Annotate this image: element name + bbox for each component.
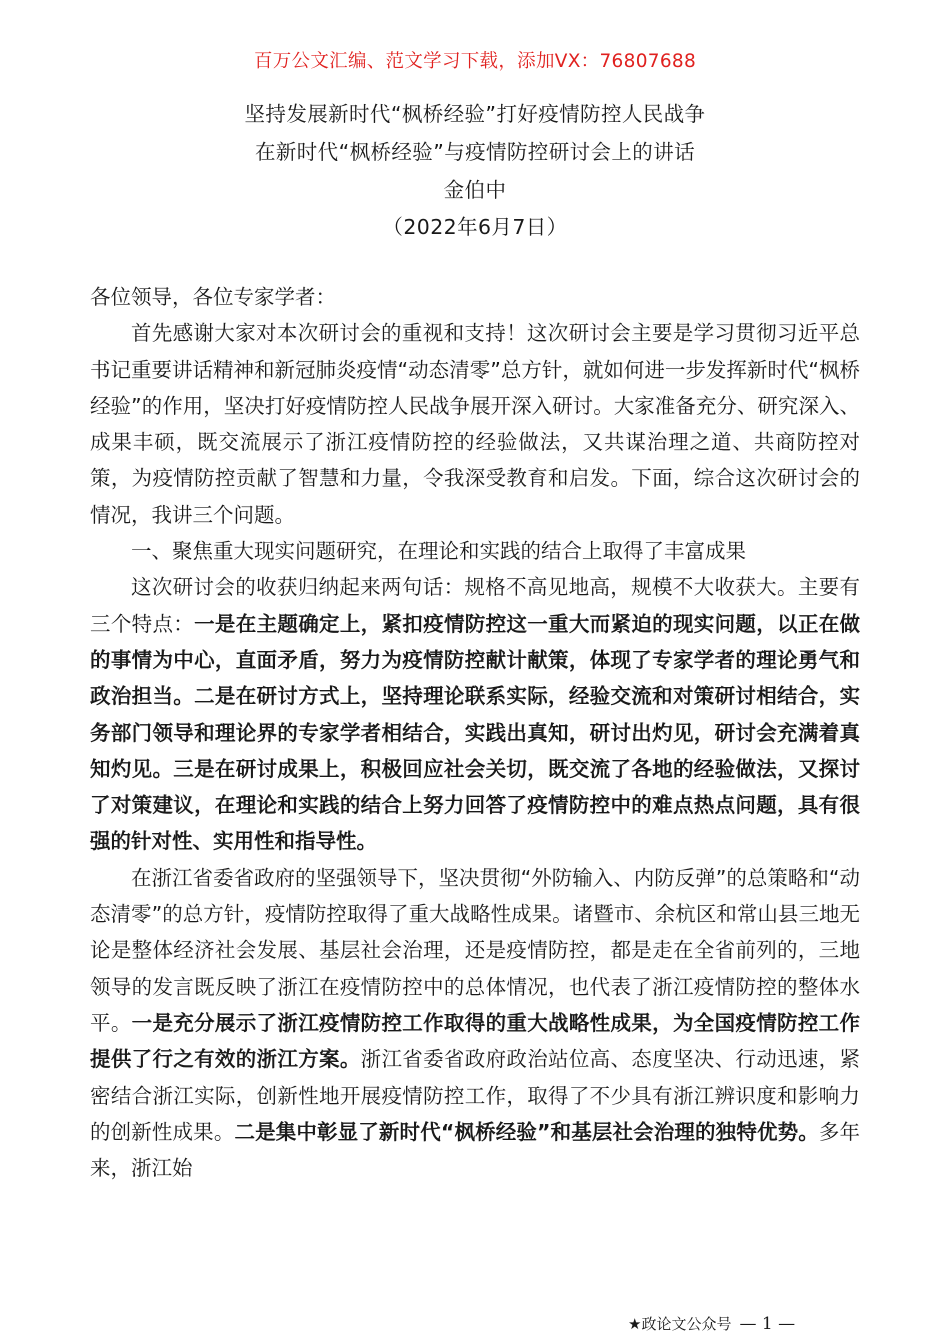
promo-banner: 百万公文汇编、范文学习下载，添加VX：76807688 <box>253 51 697 72</box>
paragraph-zhejiang-c: 浙江省委省政府政治站位高、态度坚决、行动迅速，紧密结合浙江实际，创新性地开展疫情防控工作，取得了不少具有浙江辨识度和影响力的创新性成果。 <box>90 1047 861 1144</box>
speaker-name: 金伯中 <box>443 178 507 202</box>
paragraph-zhejiang-d: 二是集中彰显了新时代“枫桥经验”和基层社会治理的独特优势。 <box>234 1119 819 1144</box>
paragraph-zhejiang <box>90 860 860 1187</box>
paragraph-zhejiang-b: 一是充分展示了浙江疫情防控工作取得的重大战略性成果，为全国疫情防控工作提供了行之有效的浙江方案。 <box>90 1010 860 1072</box>
footer-source: ★政论文公众号 <box>628 1315 732 1333</box>
paragraph-features-lead: 这次研讨会的收获归纳起来两句话：规格不高见地高，规模不大收获大。主要有三个特点： <box>90 575 860 636</box>
section-heading-1: 一、聚焦重大现实问题研究，在理论和实践的结合上取得了丰富成果 <box>131 539 746 564</box>
paragraph-features <box>90 569 860 859</box>
speech-title: 坚持发展新时代“枫桥经验”打好疫情防控人民战争 <box>244 102 706 126</box>
paragraph-intro: 首先感谢大家对本次研讨会的重视和支持！这次研讨会主要是学习贯彻习近平总书记重要讲话精神和新冠肺炎疫情“动态清零”总方针，就如何进一步发挥新时代“枫桥经验”的作用，坚决打好疫情防控人民战争展开深入研讨。大家准备充分、研究深入、成果丰硕，既交流展示了浙江疫情防控的经验做法，又共谋治理之道、共商防控对策，为疫情防控贡献了智慧和力量，令我深受教育和启发。下面，综合这次研讨会的情况，我讲三个问题。 <box>90 321 860 527</box>
speech-body <box>90 279 860 1186</box>
paragraph-zhejiang-e: 多年来，浙江始 <box>90 1119 861 1181</box>
page-number: — 1 — <box>739 1314 796 1334</box>
paragraph-features-bold: 一是在主题确定上，紧扣疫情防控这一重大而紧迫的现实问题，以正在做的事情为中心，直面矛盾，努力为疫情防控献计献策，体现了专家学者的理论勇气和政治担当。二是在研讨方式上，坚持理论联系实际，经验交流和对策研讨相结合，实务部门领导和理论界的专家学者相结合，实践出真知，研讨出灼见，研讨会充满着真知灼见。三是在研讨成果上，积极回应社会关切，既交流了各地的经验做法，又探讨了对策建议，在理论和实践的结合上努力回答了疫情防控中的难点热点问题，具有很强的针对性、实用性和指导性。 <box>90 611 861 854</box>
speech-date: （2022年6月7日） <box>382 215 568 239</box>
speech-subtitle: 在新时代“枫桥经验”与疫情防控研讨会上的讲话 <box>254 140 696 164</box>
salutation: 各位领导，各位专家学者： <box>90 285 336 309</box>
paragraph-zhejiang-a: 在浙江省委省政府的坚强领导下，坚决贯彻“外防输入、内防反弹”的总策略和“动态清零”的总方针，疫情防控取得了重大战略性成果。诸暨市、余杭区和常山县三地无论是整体经济社会发展、基层社会治理，还是疫情防控，都是走在全省前列的，三地领导的发言既反映了浙江在疫情防控中的总体情况，也代表了浙江疫情防控的整体水平。 <box>90 865 860 1035</box>
page-footer <box>628 1313 795 1334</box>
